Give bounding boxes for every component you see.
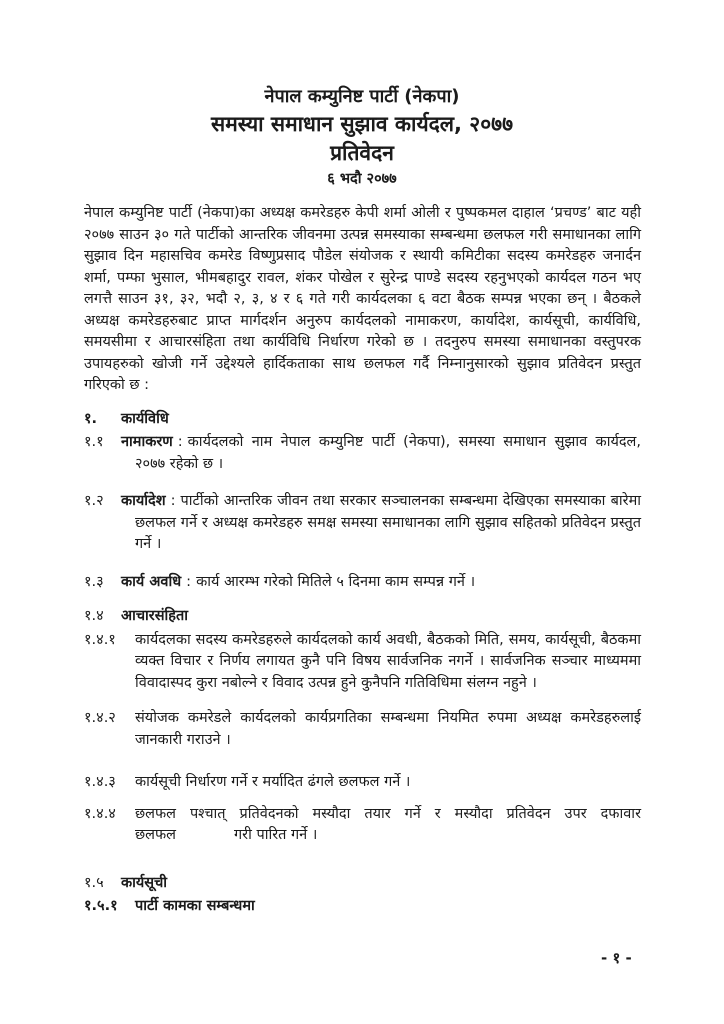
section-item-1-1 bbox=[84, 432, 641, 475]
section-number: १.४.२ bbox=[84, 710, 116, 726]
section-item-1-3 bbox=[84, 572, 641, 594]
org-title: नेपाल कम्युनिष्ट पार्टी (नेकपा) bbox=[264, 86, 460, 107]
section-item-1-5 bbox=[84, 873, 641, 895]
section-text: पार्टीको आन्तरिक जीवन तथा सरकार सञ्चालनका सम्बन्धमा देखिएका समस्याका बारेमा छलफल गर्ने र अध्यक्ष कमरेडहरु समक्ष समस्या समाधानका लागि सुझाव सहितको प्रतिवेदन प्रस्तुत गर्ने । bbox=[135, 493, 641, 552]
section-text: कार्यसूची निर्धारण गर्ने र मर्यादित ढंगले छलफल गर्ने । bbox=[135, 774, 411, 790]
section-text: कार्य आरम्भ गरेको मितिले ५ दिनमा काम सम्पन्न गर्ने । bbox=[196, 573, 476, 590]
page-number: - १ - bbox=[601, 949, 632, 967]
section-number: १.२ bbox=[84, 493, 104, 509]
document-header bbox=[0, 0, 724, 190]
section-number: १.१ bbox=[84, 434, 104, 450]
section-item-1 bbox=[84, 409, 641, 431]
report-title: प्रतिवेदन bbox=[330, 141, 394, 165]
section-item-1-4-3 bbox=[84, 772, 641, 794]
section-number: १.४.१ bbox=[84, 631, 116, 648]
section-text: कार्यदलका सदस्य कमरेडहरुले कार्यदलको कार्य अवधी, बैठकको मिति, समय, कार्यसूची, बैठकमा व्यक्त विचार र निर्णय लगायत कुनै पनि विषय सार्वजनिक नगर्ने । सार्वजनिक सञ्चार माध्यममा विवादास्पद कुरा नबोल्ने र विवाद उत्पन्न हुने कुनैपनि गतिविधिमा संलग्न नहुने । bbox=[135, 631, 641, 691]
section-heading: कार्यविधि bbox=[121, 410, 169, 427]
section-heading: नामाकरण bbox=[121, 434, 173, 450]
section-number: १.५ bbox=[84, 874, 104, 891]
section-number: १. bbox=[84, 410, 98, 427]
section-number: १.३ bbox=[84, 573, 104, 590]
section-number: १.४ bbox=[84, 608, 104, 624]
section-heading: कार्य अवधि bbox=[121, 573, 182, 590]
section-heading: आचारसंहिता bbox=[121, 608, 188, 624]
section-item-1-4-4 bbox=[84, 804, 641, 847]
section-item-1-5-1 bbox=[84, 896, 641, 918]
section-number: १.४.४ bbox=[84, 805, 116, 822]
section-list bbox=[84, 409, 641, 918]
section-text: कार्यदलको नाम नेपाल कम्युनिष्ट पार्टी (नेकपा), समस्या समाधान सुझाव कार्यदल, २०७७ रहेको छ । bbox=[135, 434, 641, 472]
section-item-1-2 bbox=[84, 491, 641, 556]
section-separator: : bbox=[186, 573, 192, 590]
report-date: ६ भदौ २०७७ bbox=[327, 171, 397, 187]
section-separator: : bbox=[170, 493, 176, 509]
section-separator: : bbox=[177, 434, 183, 450]
section-item-1-4-2 bbox=[84, 708, 641, 751]
section-number: १.५.१ bbox=[84, 898, 118, 914]
section-heading: कार्यसूची bbox=[121, 874, 168, 891]
section-item-1-4 bbox=[84, 606, 641, 628]
taskforce-title: समस्या समाधान सुझाव कार्यदल, २०७७ bbox=[211, 112, 513, 136]
section-number: १.४.३ bbox=[84, 774, 116, 790]
intro-paragraph: नेपाल कम्युनिष्ट पार्टी (नेकपा)का अध्यक्ष कमरेडहरु केपी शर्मा ओली र पुष्पकमल दाहाल ‘प्रचण्ड’ बाट यही २०७७ साउन ३० गते पार्टीको आन्तरिक जीवनमा उत्पन्न समस्याका सम्बन्धमा छलफल गरी समाधानका लागि सुझाव दिन महासचिव कमरेड विष्णुप्रसाद पौडेल संयोजक र स्थायी कमिटीका सदस्य कमरेडहरु जनार्दन शर्मा, पम्फा भुसाल, भीमबहादुर रावल, शंकर पोखेल र सुरेन्द्र पाण्डे सदस्य रहनुभएको कार्यदल गठन भए लगत्तै साउन ३१, ३२, भदौ २, ३, ४ र ६ गते गरी कार्यदलका ६ वटा बैठक सम्पन्न भएका छन् । बैठकले अध्यक्ष कमरेडहरुबाट प्राप्त मार्गदर्शन अनुरुप कार्यदलको नामाकरण, कार्यादेश, कार्यसूची, कार्यविधि, समयसीमा र आचारसंहिता तथा कार्यविधि निर्धारण गरेको छ । तदनुरुप समस्या समाधानका वस्तुपरक उपायहरुको खोजी गर्ने उद्देश्यले हार्दिकताका साथ छलफल गर्दै निम्नानुसारको सुझाव प्रतिवेदन प्रस्तुत गरिएको छ : bbox=[84, 205, 641, 393]
section-item-1-4-1 bbox=[84, 630, 641, 695]
document-body bbox=[84, 203, 641, 918]
section-heading: पार्टी कामका सम्बन्धमा bbox=[135, 898, 255, 914]
section-text: छलफल पश्चात् प्रतिवेदनको मस्यौदा तयार गर्ने र मस्यौदा प्रतिवेदन उपर दफावार छलफल गरी पारित गर्ने । bbox=[135, 805, 641, 843]
section-heading: कार्यादेश bbox=[121, 493, 166, 509]
section-text: संयोजक कमरेडले कार्यदलको कार्यप्रगतिका सम्बन्धमा नियमित रुपमा अध्यक्ष कमरेडहरुलाई जानकारी गराउने । bbox=[135, 710, 641, 748]
